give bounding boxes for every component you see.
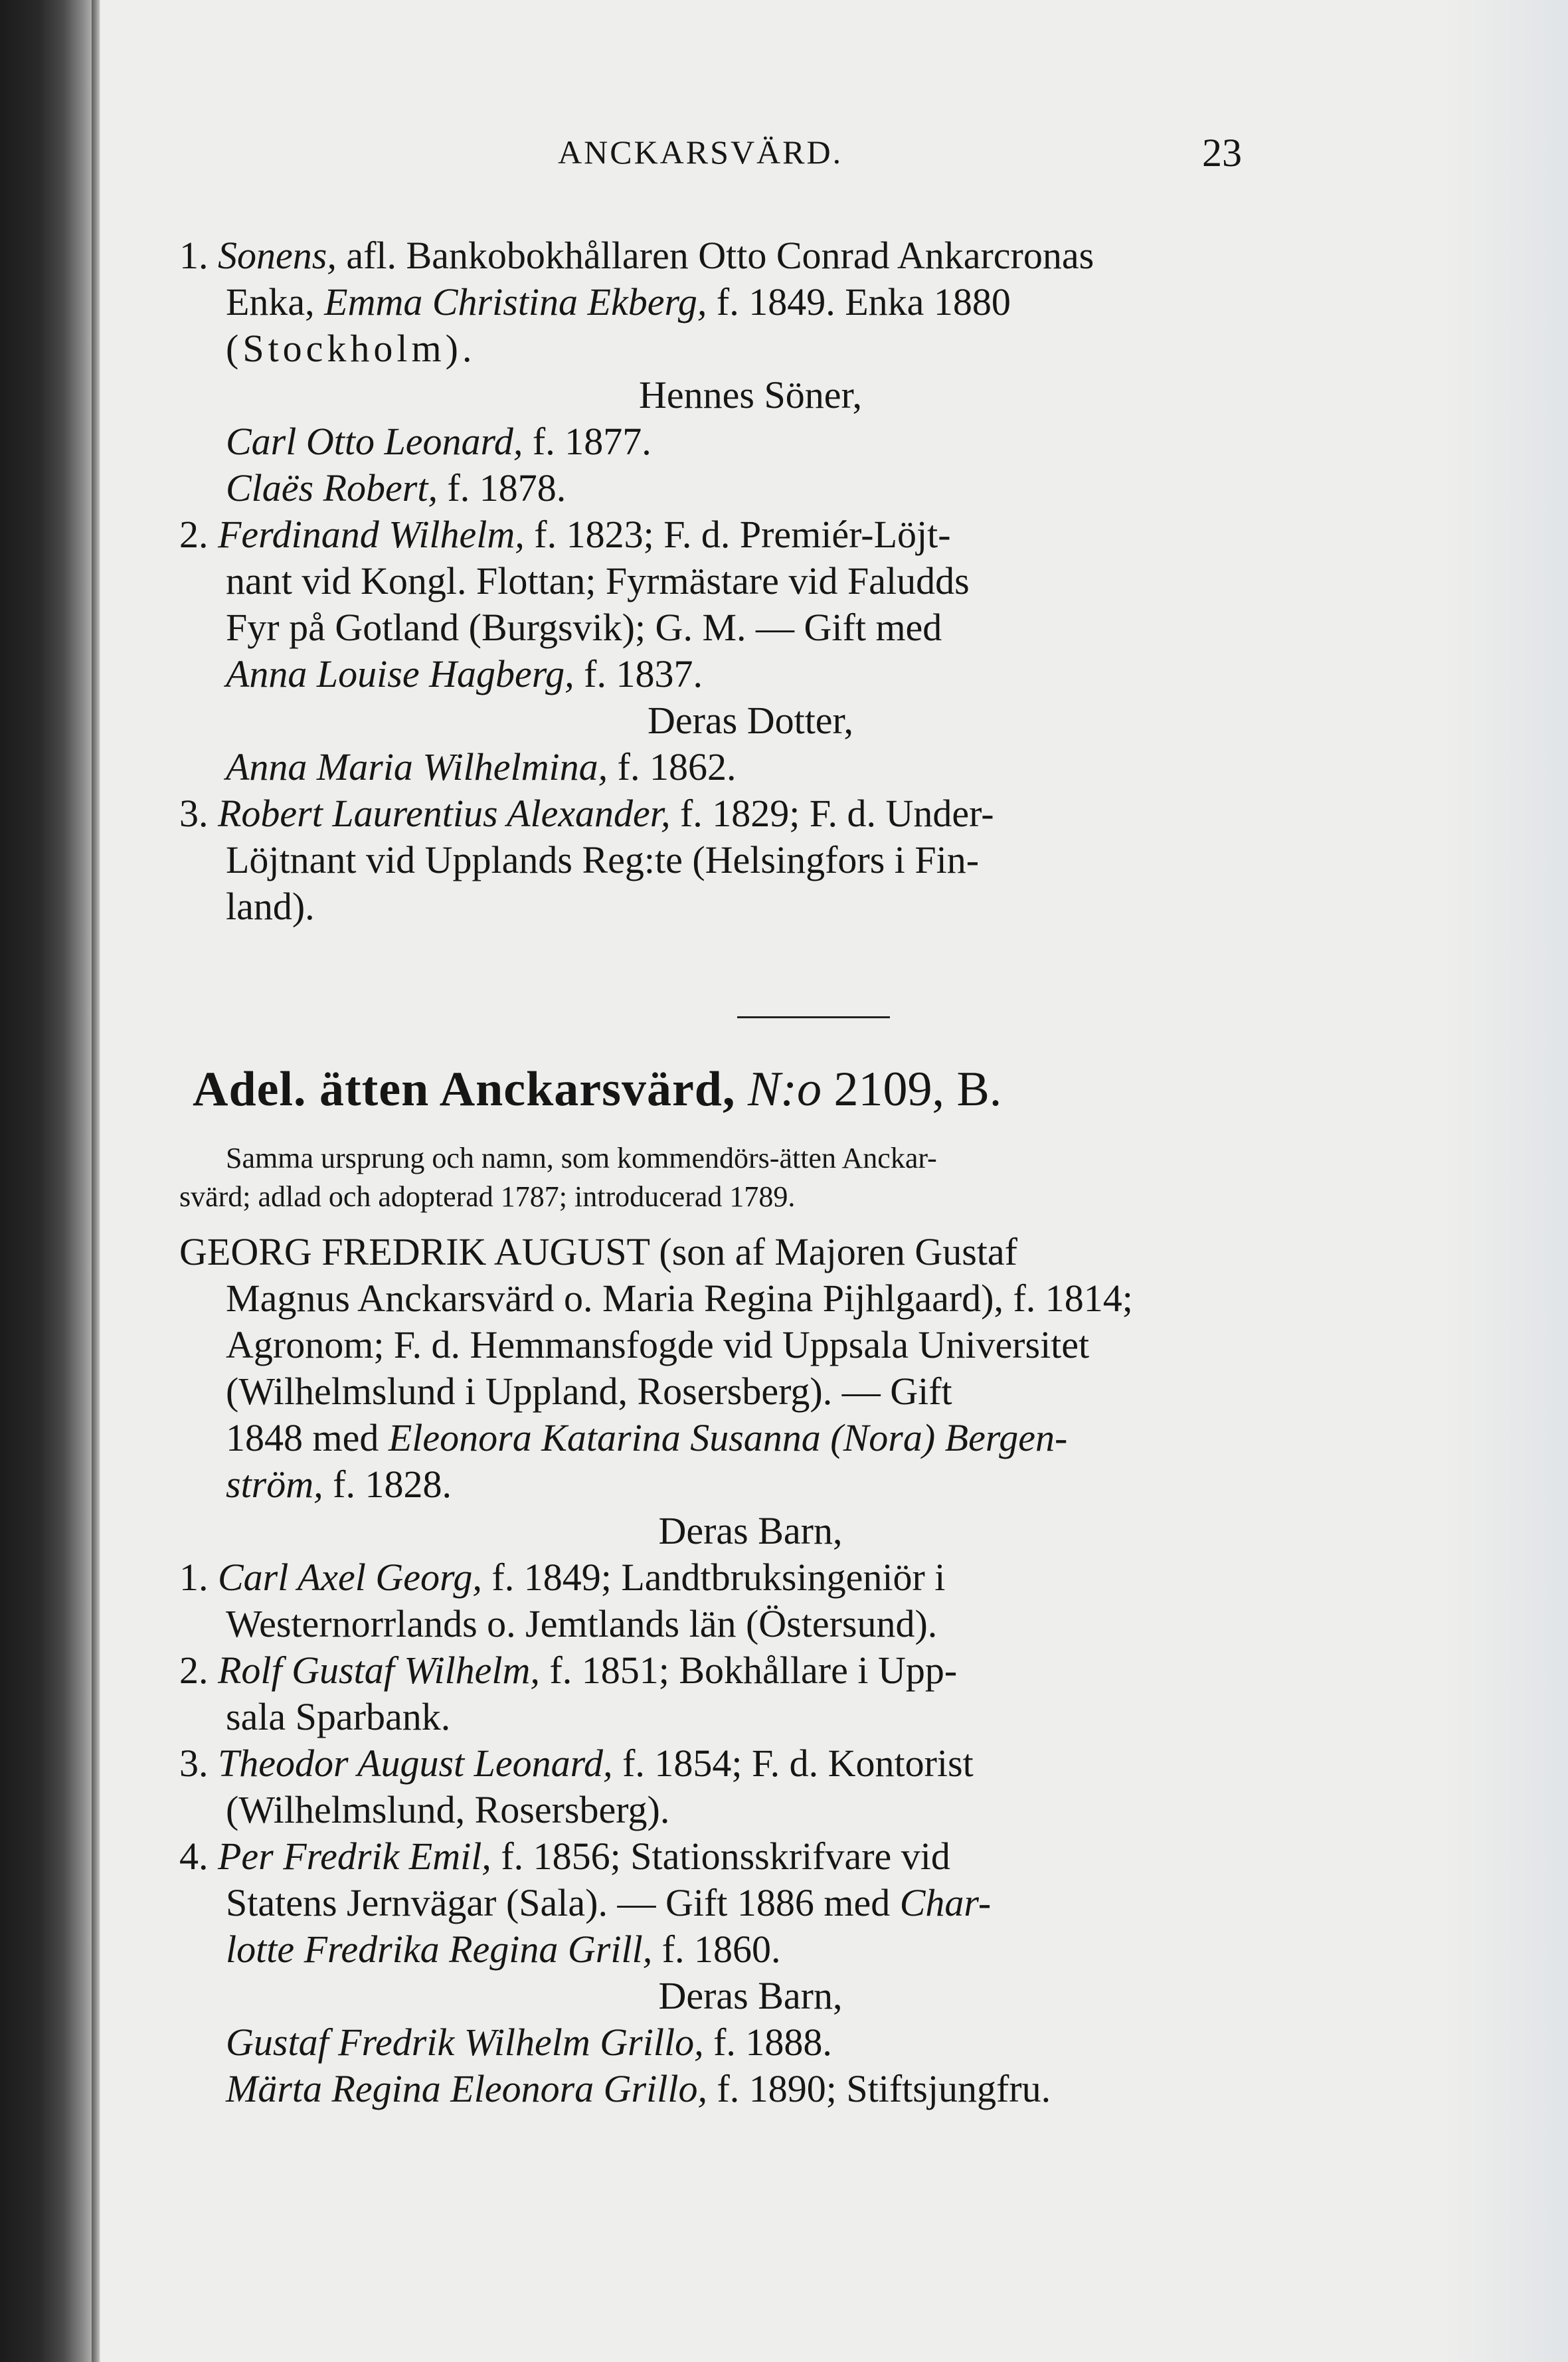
text-line: 2. Ferdinand Wilhelm, f. 1823; F. d. Premiér-Löjt- (179, 513, 951, 556)
entry-georg-fredrik-august (159, 1229, 1342, 2112)
text-line: (Wilhelmslund, Rosersberg). (226, 1788, 670, 1831)
text-line: (Stockholm). (226, 327, 476, 370)
sub-heading: Deras Dotter, (647, 699, 854, 742)
text-line: Magnus Anckarsvärd o. Maria Regina Pijhlgaard), f. 1814; (226, 1277, 1133, 1320)
entry-ankarcrona-children (159, 232, 1342, 930)
text-line: Carl Otto Leonard, f. 1877. (226, 420, 652, 463)
text-line: lotte Fredrika Regina Grill, f. 1860. (226, 1928, 781, 1971)
text-line: 1. Sonens, afl. Bankobokhållaren Otto Conrad Ankarcronas (179, 234, 1094, 277)
family-number-prefix: N:o (747, 1062, 822, 1117)
text-line: 3. Theodor August Leonard, f. 1854; F. d. Kontorist (179, 1742, 974, 1785)
text-line: Anna Maria Wilhelmina, f. 1862. (226, 745, 737, 788)
text-line: GEORG FREDRIK AUGUST (son af Majoren Gustaf (179, 1230, 1017, 1273)
sub-heading: Hennes Söner, (639, 373, 862, 416)
page-number: 23 (1202, 131, 1242, 175)
text-line: (Wilhelmslund i Uppland, Rosersberg). — Gift (226, 1370, 952, 1413)
intro-line: Samma ursprung och namn, som kommendörs-ätten Anckar- (226, 1142, 937, 1174)
text-line: Anna Louise Hagberg, f. 1837. (226, 652, 703, 695)
family-intro (159, 1139, 1342, 1216)
text-line: ström, f. 1828. (226, 1463, 452, 1506)
text-line: Agronom; F. d. Hemmansfogde vid Uppsala Universitet (226, 1323, 1090, 1366)
family-heading-title: Adel. ätten Anckarsvärd, (193, 1062, 736, 1117)
text-line: Gustaf Fredrik Wilhelm Grillo, f. 1888. (226, 2021, 832, 2064)
binding-shadow (92, 0, 101, 2362)
text-line: 3. Robert Laurentius Alexander, f. 1829; F. d. Under- (179, 792, 994, 835)
text-line: Löjtnant vid Upplands Reg:te (Helsingfors i Fin- (226, 838, 980, 881)
section-divider (737, 1016, 890, 1018)
text-line: 1848 med Eleonora Katarina Susanna (Nora) Bergen- (226, 1416, 1068, 1459)
text-line: nant vid Kongl. Flottan; Fyrmästare vid Faludds (226, 559, 970, 602)
family-heading (159, 1059, 1342, 1119)
text-line: Statens Jernvägar (Sala). — Gift 1886 med Char- (226, 1881, 992, 1924)
text-line: Claës Robert, f. 1878. (226, 466, 566, 509)
sub-heading: Deras Barn, (658, 1974, 843, 2017)
text-line: Enka, Emma Christina Ekberg, f. 1849. Enka 1880 (226, 280, 1011, 323)
book-binding (0, 0, 100, 2362)
page-edge-bleed (1442, 0, 1568, 2362)
family-number: 2109, B. (833, 1062, 1002, 1117)
text-line: sala Sparbank. (226, 1695, 451, 1738)
text-line: 1. Carl Axel Georg, f. 1849; Landtbruksingeniör i (179, 1556, 946, 1599)
text-line: Westernorrlands o. Jemtlands län (Östersund). (226, 1602, 938, 1645)
intro-line: svärd; adlad och adopterad 1787; introducerad 1789. (179, 1180, 796, 1213)
text-line: 4. Per Fredrik Emil, f. 1856; Stationsskrifvare vid (179, 1835, 950, 1878)
sub-heading: Deras Barn, (658, 1509, 843, 1552)
running-head (159, 133, 1342, 179)
text-line: 2. Rolf Gustaf Wilhelm, f. 1851; Bokhållare i Upp- (179, 1649, 958, 1692)
text-line: Märta Regina Eleonora Grillo, f. 1890; Stiftsjungfru. (226, 2067, 1051, 2110)
text-line: Fyr på Gotland (Burgsvik); G. M. — Gift med (226, 606, 942, 649)
running-head-title: ANCKARSVÄRD. (558, 134, 843, 171)
book-page (159, 0, 1342, 2362)
text-line: land). (226, 885, 315, 928)
